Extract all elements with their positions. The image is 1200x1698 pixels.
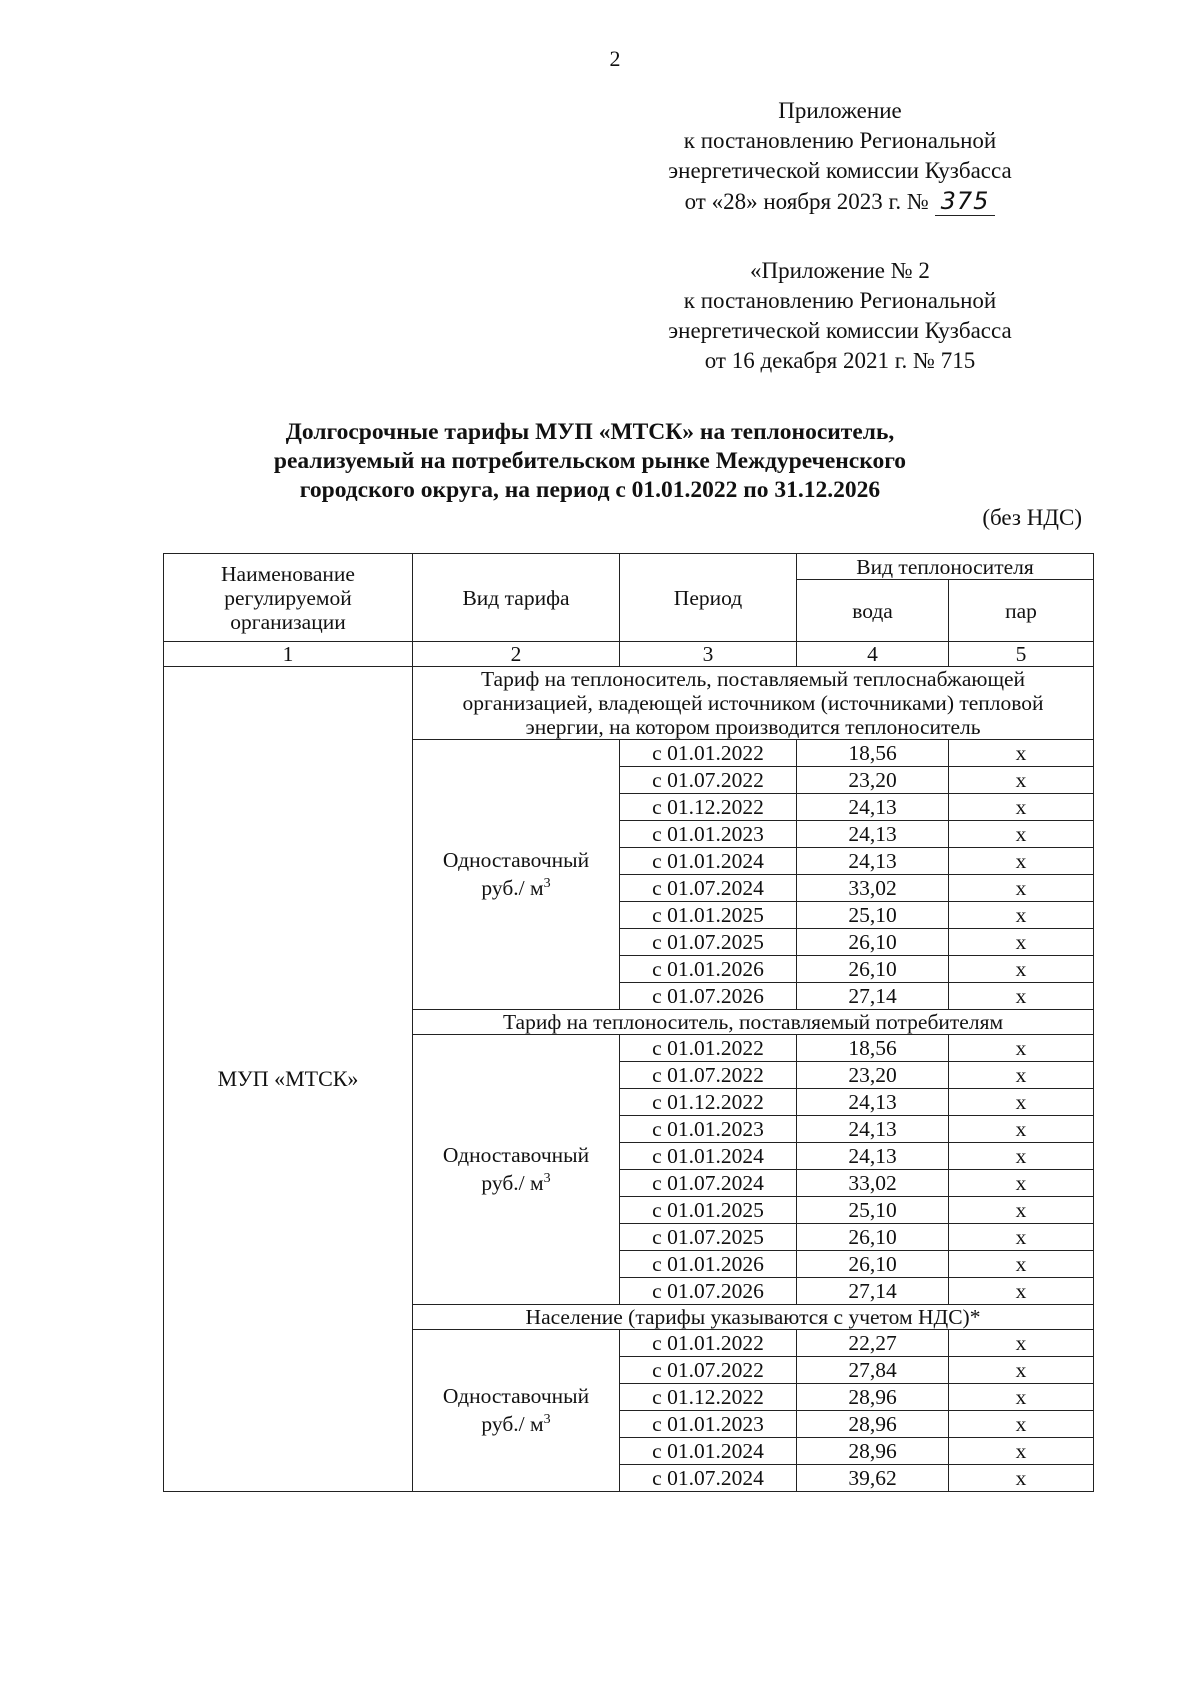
header-steam: пар xyxy=(949,580,1094,642)
section-title-line: организацией, владеющей источником (источниками) тепловой xyxy=(462,691,1044,715)
section-title xyxy=(413,1010,1094,1035)
appendix-line xyxy=(640,186,1040,217)
tariff-unit xyxy=(413,1167,619,1195)
appendix-line: к постановлению Региональной xyxy=(683,128,997,153)
water-tariff-cell: 26,10 xyxy=(797,956,949,983)
section-title-line: Тариф на теплоноситель, поставляемый теплоснабжающей xyxy=(480,667,1026,691)
appendix-line: «Приложение № 2 xyxy=(750,258,930,283)
steam-tariff-cell: x xyxy=(949,1330,1094,1357)
period-cell: с 01.07.2022 xyxy=(620,767,797,794)
steam-tariff-cell: x xyxy=(949,1411,1094,1438)
steam-tariff-cell: x xyxy=(949,1089,1094,1116)
appendix-line: энергетической комиссии Кузбасса xyxy=(668,318,1012,343)
column-number: 4 xyxy=(797,642,949,667)
tariff-unit-text: руб./ м xyxy=(481,876,544,901)
period-cell: с 01.01.2025 xyxy=(620,1197,797,1224)
water-tariff-cell: 24,13 xyxy=(797,1143,949,1170)
tariff-unit-power: 3 xyxy=(543,1171,551,1187)
period-cell: с 01.01.2026 xyxy=(620,1251,797,1278)
period-cell: с 01.12.2022 xyxy=(620,1089,797,1116)
steam-tariff-cell: x xyxy=(949,983,1094,1010)
period-cell: с 01.07.2026 xyxy=(620,1278,797,1305)
water-tariff-cell: 24,13 xyxy=(797,848,949,875)
steam-tariff-cell: x xyxy=(949,1143,1094,1170)
steam-tariff-cell: x xyxy=(949,956,1094,983)
period-cell: с 01.01.2023 xyxy=(620,1116,797,1143)
title-line: Долгосрочные тарифы МУП «МТСК» на теплоноситель, xyxy=(285,419,895,445)
period-cell: с 01.07.2025 xyxy=(620,1224,797,1251)
column-number: 5 xyxy=(949,642,1094,667)
page-number: 2 xyxy=(609,46,621,71)
appendix-line: Приложение xyxy=(778,98,902,123)
water-tariff-cell: 27,14 xyxy=(797,983,949,1010)
tariff-unit-power: 3 xyxy=(543,1412,551,1428)
tariff-table xyxy=(163,553,1094,1492)
tariff-kind xyxy=(413,740,620,1010)
period-cell: с 01.07.2022 xyxy=(620,1062,797,1089)
section-title-line: Тариф на теплоноситель, поставляемый потребителям xyxy=(502,1010,1004,1034)
steam-tariff-cell: x xyxy=(949,1062,1094,1089)
period-cell: с 01.01.2022 xyxy=(620,1035,797,1062)
period-cell: с 01.01.2024 xyxy=(620,1143,797,1170)
header-org-line: организации xyxy=(230,609,346,634)
tariff-unit xyxy=(413,1408,619,1436)
water-tariff-cell: 27,14 xyxy=(797,1278,949,1305)
header-period: Период xyxy=(620,554,797,642)
steam-tariff-cell: x xyxy=(949,1170,1094,1197)
steam-tariff-cell: x xyxy=(949,1224,1094,1251)
appendix-line: энергетической комиссии Кузбасса xyxy=(668,158,1012,183)
section-title-line: энергии, на котором производится теплоноситель xyxy=(525,715,981,739)
steam-tariff-cell: x xyxy=(949,1384,1094,1411)
steam-tariff-cell: x xyxy=(949,848,1094,875)
organization-name: МУП «МТСК» xyxy=(164,667,413,1492)
water-tariff-cell: 39,62 xyxy=(797,1465,949,1492)
column-number: 3 xyxy=(620,642,797,667)
steam-tariff-cell: x xyxy=(949,1251,1094,1278)
tariff-kind-label: Одноставочный xyxy=(442,1384,590,1409)
tariff-unit-power: 3 xyxy=(543,876,551,892)
title-line: городского округа, на период с 01.01.2022 по 31.12.2026 xyxy=(299,477,881,503)
document-title xyxy=(180,418,1000,505)
vat-note: (без НДС) xyxy=(982,505,1082,530)
appendix-block xyxy=(640,96,1040,217)
steam-tariff-cell: x xyxy=(949,929,1094,956)
water-tariff-cell: 33,02 xyxy=(797,1170,949,1197)
appendix-date: от «28» ноября 2023 г. № xyxy=(684,189,929,214)
period-cell: с 01.07.2026 xyxy=(620,983,797,1010)
period-cell: с 01.12.2022 xyxy=(620,1384,797,1411)
period-cell: с 01.01.2024 xyxy=(620,1438,797,1465)
water-tariff-cell: 22,27 xyxy=(797,1330,949,1357)
tariff-kind-label: Одноставочный xyxy=(442,1143,590,1168)
water-tariff-cell: 24,13 xyxy=(797,1116,949,1143)
steam-tariff-cell: x xyxy=(949,1197,1094,1224)
steam-tariff-cell: x xyxy=(949,1357,1094,1384)
appendix-line: к постановлению Региональной xyxy=(683,288,997,313)
period-cell: с 01.01.2023 xyxy=(620,1411,797,1438)
tariff-kind xyxy=(413,1330,620,1492)
column-number-row xyxy=(164,642,1094,667)
header-org-line: регулируемой xyxy=(224,585,352,610)
steam-tariff-cell: x xyxy=(949,794,1094,821)
water-tariff-cell: 25,10 xyxy=(797,1197,949,1224)
steam-tariff-cell: x xyxy=(949,1465,1094,1492)
water-tariff-cell: 25,10 xyxy=(797,902,949,929)
header-org-line: Наименование xyxy=(221,561,355,586)
previous-appendix-block xyxy=(640,256,1040,376)
period-cell: с 01.07.2025 xyxy=(620,929,797,956)
appendix-line: от 16 декабря 2021 г. № 715 xyxy=(704,348,976,373)
header-water: вода xyxy=(797,580,949,642)
water-tariff-cell: 23,20 xyxy=(797,1062,949,1089)
period-cell: с 01.07.2022 xyxy=(620,1357,797,1384)
water-tariff-cell: 18,56 xyxy=(797,740,949,767)
water-tariff-cell: 18,56 xyxy=(797,1035,949,1062)
water-tariff-cell: 27,84 xyxy=(797,1357,949,1384)
water-tariff-cell: 24,13 xyxy=(797,794,949,821)
water-tariff-cell: 24,13 xyxy=(797,1089,949,1116)
water-tariff-cell: 33,02 xyxy=(797,875,949,902)
section-title-row xyxy=(164,667,1094,740)
water-tariff-cell: 26,10 xyxy=(797,929,949,956)
period-cell: с 01.07.2024 xyxy=(620,875,797,902)
period-cell: с 01.07.2024 xyxy=(620,1465,797,1492)
section-title xyxy=(413,667,1094,740)
section-title xyxy=(413,1305,1094,1330)
steam-tariff-cell: x xyxy=(949,767,1094,794)
tariff-kind xyxy=(413,1035,620,1305)
header-organization xyxy=(164,554,413,642)
steam-tariff-cell: x xyxy=(949,821,1094,848)
tariff-unit-text: руб./ м xyxy=(481,1412,544,1437)
period-cell: с 01.01.2022 xyxy=(620,740,797,767)
tariff-unit xyxy=(413,872,619,900)
header-carrier: Вид теплоносителя xyxy=(797,554,1094,580)
period-cell: с 01.07.2024 xyxy=(620,1170,797,1197)
period-cell: с 01.01.2023 xyxy=(620,821,797,848)
water-tariff-cell: 28,96 xyxy=(797,1411,949,1438)
steam-tariff-cell: x xyxy=(949,740,1094,767)
water-tariff-cell: 28,96 xyxy=(797,1438,949,1465)
header-tariff-kind: Вид тарифа xyxy=(413,554,620,642)
steam-tariff-cell: x xyxy=(949,1035,1094,1062)
water-tariff-cell: 26,10 xyxy=(797,1224,949,1251)
water-tariff-cell: 28,96 xyxy=(797,1384,949,1411)
steam-tariff-cell: x xyxy=(949,1278,1094,1305)
water-tariff-cell: 26,10 xyxy=(797,1251,949,1278)
period-cell: с 01.01.2022 xyxy=(620,1330,797,1357)
period-cell: с 01.01.2024 xyxy=(620,848,797,875)
steam-tariff-cell: x xyxy=(949,902,1094,929)
section-title-line: Население (тарифы указываются с учетом НДС)* xyxy=(525,1305,981,1329)
period-cell: с 01.01.2026 xyxy=(620,956,797,983)
column-number: 2 xyxy=(413,642,620,667)
water-tariff-cell: 23,20 xyxy=(797,767,949,794)
handwritten-decree-number: 375 xyxy=(935,187,996,216)
steam-tariff-cell: x xyxy=(949,1438,1094,1465)
water-tariff-cell: 24,13 xyxy=(797,821,949,848)
tariff-kind-label: Одноставочный xyxy=(442,848,590,873)
column-number: 1 xyxy=(164,642,413,667)
steam-tariff-cell: x xyxy=(949,1116,1094,1143)
steam-tariff-cell: x xyxy=(949,875,1094,902)
tariff-unit-text: руб./ м xyxy=(481,1171,544,1196)
period-cell: с 01.01.2025 xyxy=(620,902,797,929)
period-cell: с 01.12.2022 xyxy=(620,794,797,821)
title-line: реализуемый на потребительском рынке Междуреченского xyxy=(273,448,907,474)
